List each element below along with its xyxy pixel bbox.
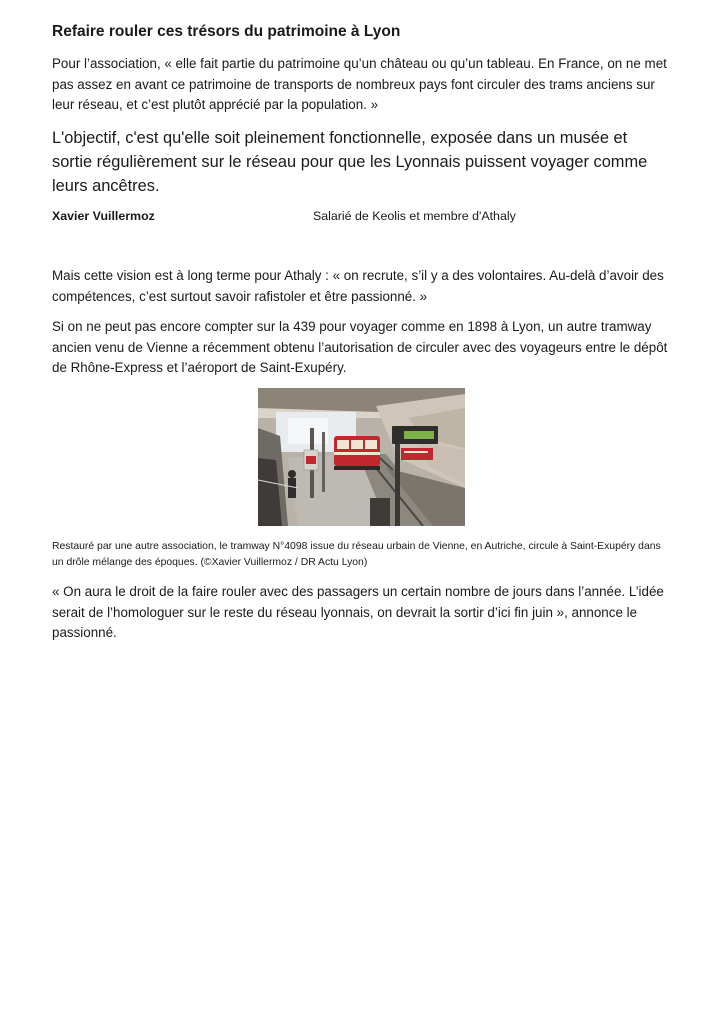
quote-author: Xavier Vuillermoz [52, 209, 155, 223]
tram-photo [258, 388, 465, 526]
photo-caption: Restauré par une autre association, le tramway N°4098 issue du réseau urbain de Vienne, en Autriche, circule à Saint-Exupéry dans un drôle mélange des époques. (©Xavier Vuillermoz / DR Actu Lyon) [52, 541, 661, 568]
tram-station-illustration [258, 388, 465, 526]
paragraph-vienna-tram: Si on ne peut pas encore compter sur la 439 pour voyager comme en 1898 à Lyon, un autre tramway ancien venu de Vienne a récemment obtenu l’autorisation de circuler avec des voyageurs entre le dépôt de Rhône-Express et l’aéroport de Saint-Exupéry. [52, 319, 668, 375]
paragraph-homologation: « On aura le droit de la faire rouler avec des passagers un certain nombre de jours dans l’année. L’idée serait de l’homologuer sur le reste du réseau lyonnais, on devrait la sortir d’ici fin juin », annonce le passionné. [52, 584, 664, 640]
paragraph-vision: Mais cette vision est à long terme pour Athaly : « on recrute, s’il y a des volontaires. Au-delà d’avoir des compétences, c’est surtout savoir rafistoler et être passionné. » [52, 268, 664, 304]
article-heading: Refaire rouler ces trésors du patrimoine à Lyon [52, 23, 401, 40]
pull-quote: L'objectif, c'est qu'elle soit pleinement fonctionnelle, exposée dans un musée et sortie régulièrement sur le réseau pour que les Lyonnais puissent voyager comme leurs ancêtres. [52, 129, 648, 195]
paragraph-association: Pour l’association, « elle fait partie du patrimoine qu’un château ou qu’un tableau. En France, on ne met pas assez en avant ce patrimoine de transports de nombreux pays font circuler des trams anciens sur leur réseau, et c’est plutôt apprécié par la population. » [52, 56, 667, 112]
quote-author-role: Salarié de Keolis et membre d'Athaly [313, 209, 516, 223]
